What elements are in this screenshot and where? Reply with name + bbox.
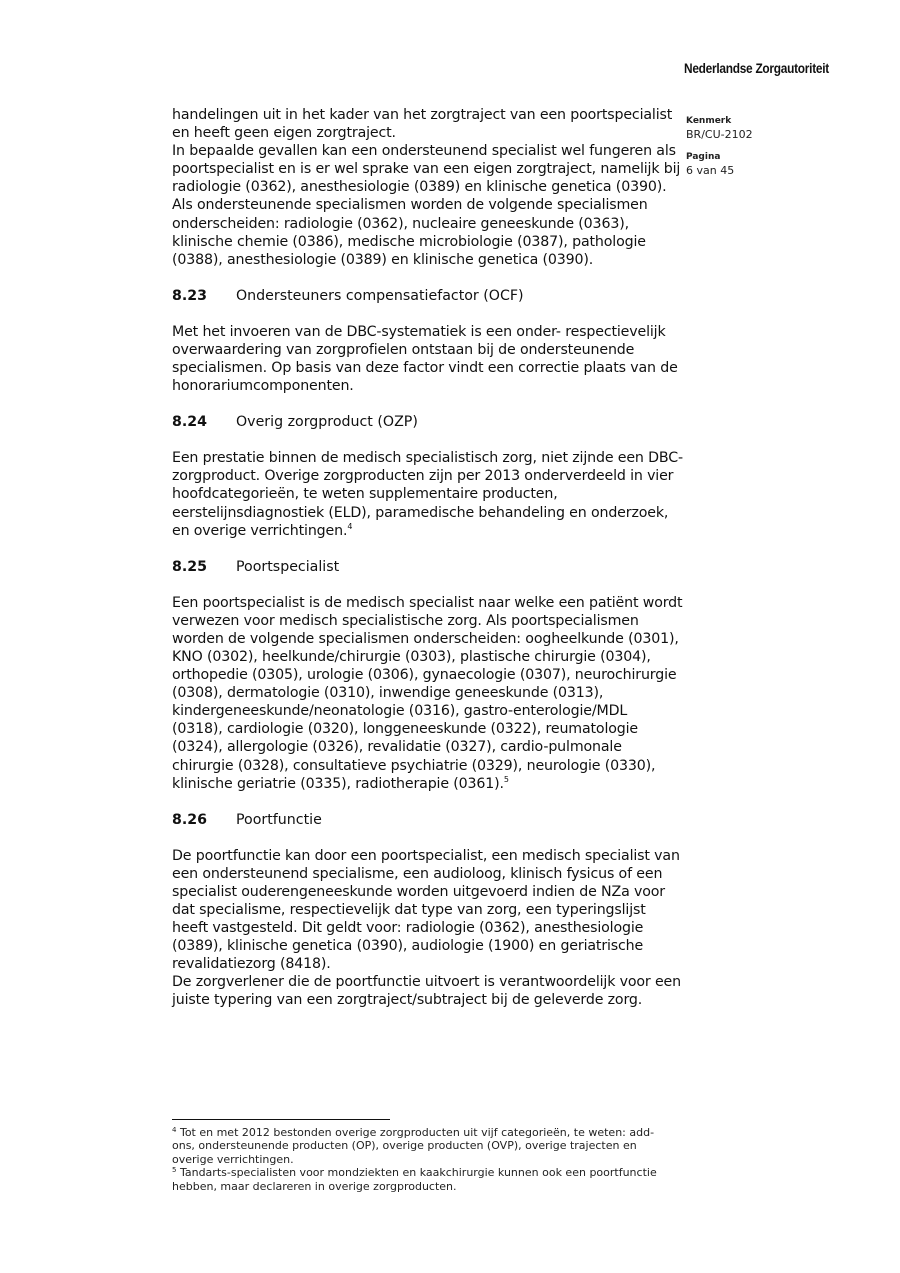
line-text: Tandarts-specialisten voor mondziekten en kaakchirurgie kunnen ook een poortfunctie	[179, 1166, 657, 1180]
footnotes	[172, 1126, 692, 1193]
text-line: Met het invoeren van de DBC-systematiek is een onder- respectievelijk	[172, 323, 666, 340]
section-heading-8-23	[172, 287, 682, 305]
footnote-number: 4	[172, 1126, 177, 1134]
footnote-number: 5	[172, 1166, 177, 1175]
text-line	[172, 775, 682, 793]
text-line: juiste typering van een zorgtraject/subtraject bij de geleverde zorg.	[172, 992, 643, 1009]
intro-paragraph	[172, 106, 682, 269]
footnote-ref-4[interactable]: 4	[347, 521, 353, 531]
pagina-value: 6 van 45	[686, 164, 735, 177]
section-body-8-24	[172, 449, 682, 539]
text-line: honorariumcomponenten.	[172, 378, 354, 395]
text-line	[172, 522, 682, 540]
text-line: kindergeneeskunde/neonatologie (0316), gastro-enterologie/MDL	[172, 703, 628, 720]
section-body-8-26	[172, 847, 682, 1010]
text-line: verwezen voor medisch specialistische zorg. Als poortspecialismen	[172, 612, 639, 629]
section-title: Poortspecialist	[236, 558, 340, 575]
text-line: specialismen. Op basis van deze factor vindt een correctie plaats van de	[172, 360, 678, 377]
section-heading-8-24	[172, 413, 682, 431]
text-line: (0389), klinische genetica (0390), audiologie (1900) en geriatrische	[172, 938, 644, 955]
text-line: overwaardering van zorgprofielen ontstaan bij de ondersteunende	[172, 341, 635, 358]
footnote-separator	[172, 1119, 390, 1120]
line-text: Tot en met 2012 bestonden overige zorgproducten uit vijf categorieën, te weten: add-	[179, 1126, 655, 1139]
text-line: zorgproduct. Overige zorgproducten zijn per 2013 onderverdeeld in vier	[172, 468, 674, 485]
footnote-5	[172, 1166, 692, 1193]
section-heading-8-25	[172, 558, 682, 576]
text-line: dat specialisme, respectievelijk dat type van zorg, een typeringslijst	[172, 902, 646, 918]
text-line: (0324), allergologie (0326), revalidatie (0327), cardio-pulmonale	[172, 739, 622, 756]
text-line: en heeft geen eigen zorgtraject.	[172, 125, 396, 142]
kenmerk-label: Kenmerk	[686, 116, 732, 126]
footnote-4	[172, 1126, 692, 1166]
text-line: Als ondersteunende specialismen worden de volgende specialismen	[172, 197, 648, 214]
text-line: hoofdcategorieën, te weten supplementaire producten,	[172, 486, 558, 503]
text-line: (0318), cardiologie (0320), longgeneeskunde (0322), reumatologie	[172, 721, 638, 738]
section-heading-8-26	[172, 811, 682, 829]
text-line: KNO (0302), heelkunde/chirurgie (0303), plastische chirurgie (0304),	[172, 648, 651, 665]
text-line: orthopedie (0305), urologie (0306), gynaecologie (0307), neurochirurgie	[172, 667, 677, 684]
text-line: In bepaalde gevallen kan een ondersteunend specialist wel fungeren als	[172, 143, 676, 160]
text-line: Een poortspecialist is de medisch specialist naar welke een patiënt wordt	[172, 594, 683, 611]
text-line: Een prestatie binnen de medisch specialistisch zorg, niet zijnde een DBC-	[172, 450, 683, 467]
text-line: (0308), dermatologie (0310), inwendige geneeskunde (0313),	[172, 685, 604, 702]
text-line: revalidatiezorg (8418).	[172, 956, 331, 973]
text-line	[172, 1166, 692, 1179]
text-line: onderscheiden: radiologie (0362), nucleaire geneeskunde (0363),	[172, 215, 629, 232]
text-line: poortspecialist en is er wel sprake van een eigen zorgtraject, namelijk bij	[172, 161, 681, 178]
text-line: De poortfunctie kan door een poortspecialist, een medisch specialist van	[172, 847, 680, 864]
text-line: chirurgie (0328), consultatieve psychiatrie (0329), neurologie (0330),	[172, 757, 656, 774]
text-line: radiologie (0362), anesthesiologie (0389) en klinische genetica (0390).	[172, 179, 667, 196]
footnote-ref-5[interactable]: 5	[503, 774, 509, 784]
section-number: 8.23	[172, 287, 208, 304]
text-line: heeft vastgesteld. Dit geldt voor: radiologie (0362), anesthesiologie	[172, 920, 644, 937]
section-number: 8.24	[172, 414, 208, 431]
section-number: 8.25	[172, 558, 208, 575]
section-body-8-23	[172, 323, 682, 395]
text-line: De zorgverlener die de poortfunctie uitvoert is verantwoordelijk voor een	[172, 974, 681, 991]
section-number: 8.26	[172, 811, 208, 828]
section-title: Overig zorgproduct (OZP)	[236, 414, 418, 431]
text-line	[172, 1126, 692, 1139]
text-line: eerstelijnsdiagnostiek (ELD), paramedische behandeling en onderzoek,	[172, 504, 669, 521]
text-line: overige verrichtingen.	[172, 1152, 294, 1166]
pagina-label: Pagina	[686, 152, 721, 162]
text-line: (0388), anesthesiologie (0389) en klinische genetica (0390).	[172, 251, 594, 268]
organization-name: Nederlandse Zorgautoriteit	[684, 61, 829, 76]
line-text: klinische geriatrie (0335), radiotherapie (0361).	[172, 775, 504, 792]
section-title: Ondersteuners compensatiefactor (OCF)	[236, 287, 524, 304]
text-line: specialist ouderengeneeskunde worden uitgevoerd indien de NZa voor	[172, 883, 665, 900]
text-line: worden de volgende specialismen onderscheiden: oogheelkunde (0301),	[172, 630, 679, 647]
text-line: handelingen uit in het kader van het zorgtraject van een poortspecialist	[172, 107, 673, 123]
text-line: klinische chemie (0386), medische microbiologie (0387), pathologie	[172, 233, 646, 250]
text-line: een ondersteunend specialisme, een audioloog, klinisch fysicus of een	[172, 865, 663, 882]
pagina-block	[686, 151, 734, 179]
kenmerk-value: BR/CU-2102	[686, 128, 753, 141]
section-title: Poortfunctie	[236, 811, 322, 828]
kenmerk-block	[686, 115, 753, 143]
text-line: hebben, maar declareren in overige zorgproducten.	[172, 1179, 457, 1193]
line-text: en overige verrichtingen.	[172, 522, 348, 539]
section-body-8-25	[172, 594, 682, 793]
main-content	[172, 106, 682, 1010]
text-line: ons, ondersteunende producten (OP), overige producten (OVP), overige trajecten en	[172, 1139, 637, 1153]
